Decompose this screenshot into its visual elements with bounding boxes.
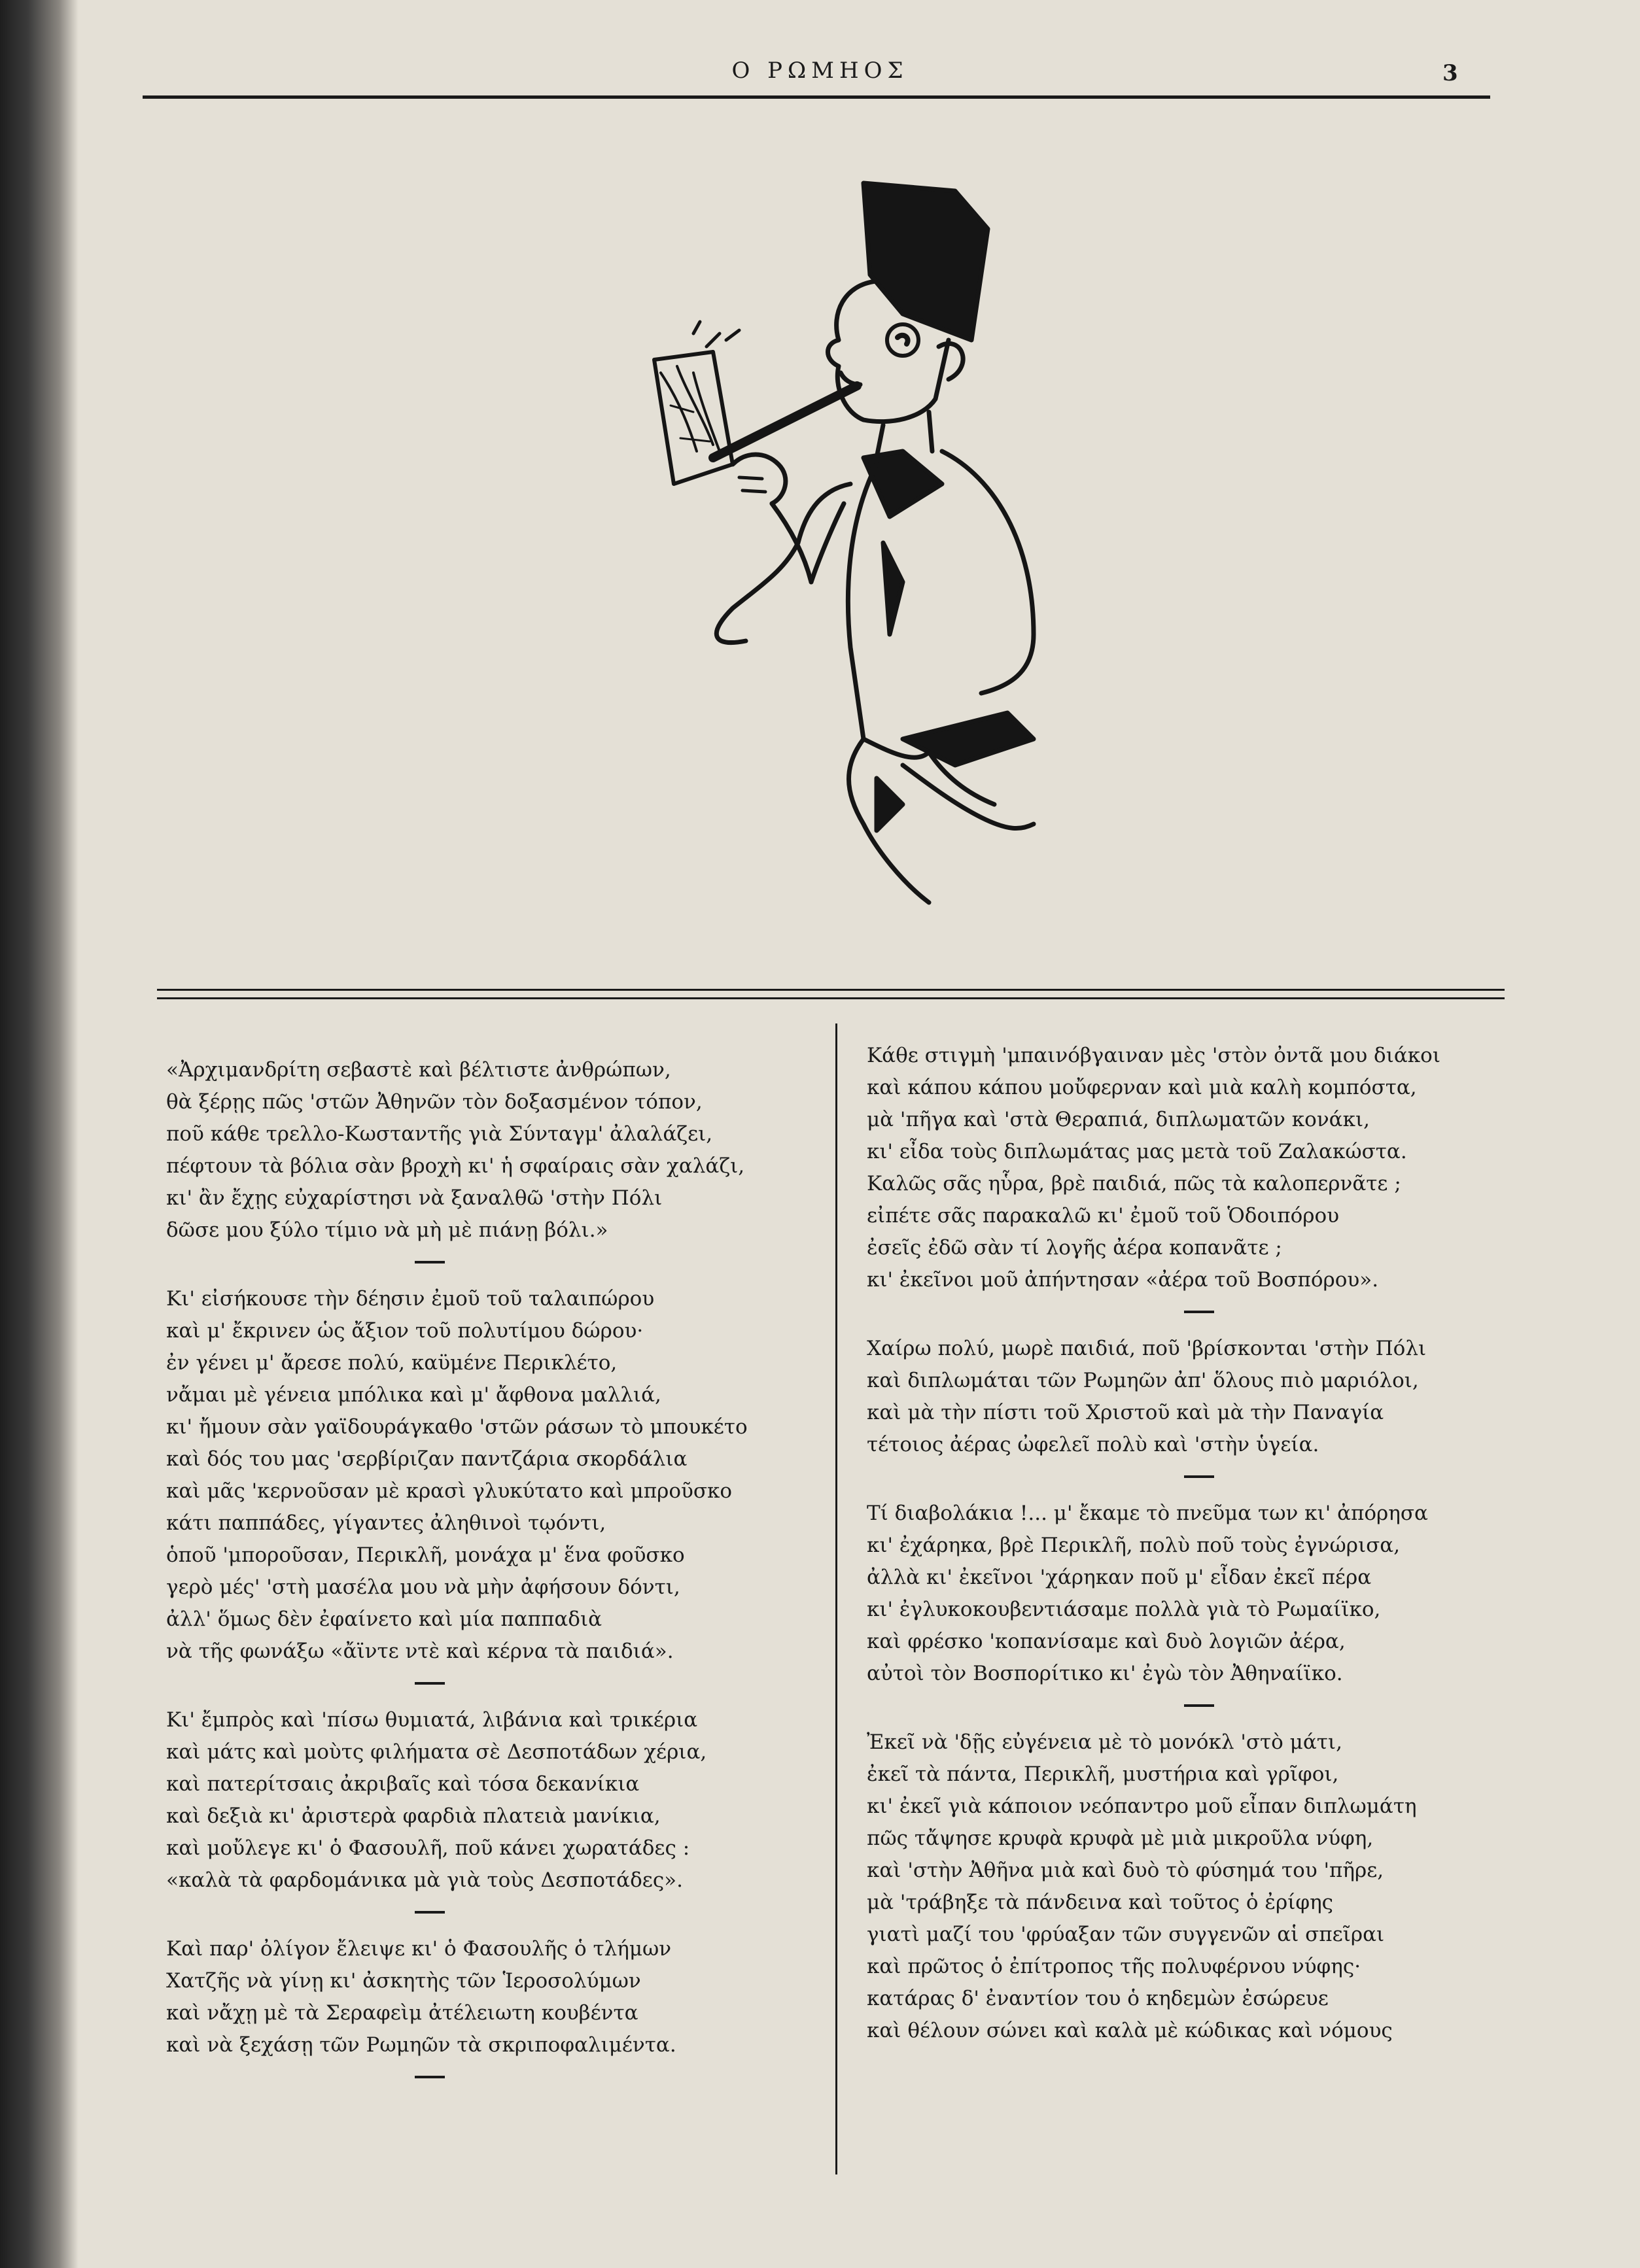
poem-line: κι' ἤμουν σὰν γαϊδουράγκαθο 'στῶν ράσων τὸ μπουκέτο xyxy=(166,1415,748,1439)
poem-line: μὰ 'τράβηξε τὰ πάνδεινα καὶ τοῦτος ὁ ἐρίφης xyxy=(867,1891,1334,1914)
header-rule xyxy=(143,95,1490,99)
poem-line: γερὸ μές' 'στὴ μασέλα μου νὰ μὴν ἀφήσουν δόντι, xyxy=(166,1575,680,1599)
binding-shadow xyxy=(0,0,79,2268)
poem-line: ἐκεῖ τὰ πάντα, Περικλῆ, μυστήρια καὶ γρῖφοι, xyxy=(867,1762,1339,1786)
section-double-rule xyxy=(157,989,1505,999)
poem-stanza xyxy=(867,1727,1440,2047)
poem-line: καὶ φρέσκο 'κοπανίσαμε καὶ δυὸ λογιῶν ἀέρα, xyxy=(867,1630,1346,1653)
poem-line: καὶ νἄχῃ μὲ τὰ Σεραφεὶμ ἀτέλειωτη κουβέντα xyxy=(166,2001,638,2025)
poem-line: ἐν γένει μ' ἄρεσε πολύ, καϋμένε Περικλέτο, xyxy=(166,1351,618,1375)
poem-line: καὶ μ' ἔκρινεν ὡς ἄξιον τοῦ πολυτίμου δώρου· xyxy=(166,1319,644,1343)
poem-line: κι' ἐκεῖ γιὰ κάποιον νεόπαντρο μοῦ εἶπαν διπλωμάτη xyxy=(867,1795,1417,1818)
poem-line: γιατὶ μαζί του 'φρύαξαν τῶν συγγενῶν αἱ σπεῖραι xyxy=(867,1923,1385,1946)
man-smoking-pipe-illustration xyxy=(536,177,1125,935)
poem-line: «Ἀρχιμανδρίτη σεβαστὲ καὶ βέλτιστε ἀνθρώπων, xyxy=(166,1058,671,1082)
poem-line: Κι' εἰσήκουσε τὴν δέησιν ἐμοῦ τοῦ ταλαιπώρου xyxy=(166,1287,655,1311)
poem-line: ἐσεῖς ἐδῶ σὰν τί λογῆς ἀέρα κοπανᾶτε ; xyxy=(867,1236,1282,1260)
stanza-separator xyxy=(415,1682,445,1685)
poem-line: καὶ νὰ ξεχάσῃ τῶν Ρωμηῶν τὰ σκριποφαλιμέντα. xyxy=(166,2033,676,2057)
poem-line: καὶ δεξιὰ κι' ἀριστερὰ φαρδιὰ πλατειὰ μανίκια, xyxy=(166,1804,661,1828)
poem-line: καὶ μάτς καὶ μοὺτς φιλήματα σὲ Δεσποτάδων χέρια, xyxy=(166,1740,707,1764)
poem-line: Τί διαβολάκια !... μ' ἔκαμε τὸ πνεῦμα των κι' ἀπόρησα xyxy=(867,1502,1428,1525)
poem-line: Καλῶς σᾶς ηὗρα, βρὲ παιδιά, πῶς τὰ καλοπερνᾶτε ; xyxy=(867,1172,1401,1195)
stanza-separator xyxy=(1184,1475,1214,1478)
poem-line: Κάθε στιγμὴ 'μπαινόβγαιναν μὲς 'στὸν ὀντᾶ μου διάκοι xyxy=(867,1044,1440,1067)
poem-stanza xyxy=(867,1498,1440,1690)
poem-line: ὁποῦ 'μποροῦσαν, Περικλῆ, μονάχα μ' ἕνα φοῦσκο xyxy=(166,1543,685,1567)
poem-line: καὶ διπλωμάται τῶν Ρωμηῶν ἀπ' ὅλους πιὸ μαριόλοι, xyxy=(867,1369,1419,1392)
poem-line: καὶ πρῶτος ὁ ἐπίτροπος τῆς πολυφέρνου νύφης· xyxy=(867,1955,1361,1978)
stanza-separator xyxy=(415,2076,445,2078)
left-column xyxy=(166,1054,748,2098)
poem-line: θὰ ξέρῃς πῶς 'στῶν Ἀθηνῶν τὸν δοξασμένον τόπον, xyxy=(166,1090,703,1114)
poem-line: καὶ μοὔλεγε κι' ὁ Φασουλῆ, ποῦ κάνει χωρατάδες : xyxy=(166,1836,690,1860)
poem-line: κι' ἐγλυκοκουβεντιάσαμε πολλὰ γιὰ τὸ Ρωμαίϊκο, xyxy=(867,1598,1381,1621)
poem-stanza xyxy=(166,1283,748,1668)
poem-line: καὶ δός του μας 'σερβίριζαν παντζάρια σκορδάλια xyxy=(166,1447,688,1471)
poem-line: νὰ τῆς φωνάξω «ἄϊντε ντὲ καὶ κέρνα τὰ παιδιά». xyxy=(166,1640,674,1663)
running-title: Ο ΡΩΜΗΟΣ xyxy=(731,58,909,84)
poem-stanza xyxy=(166,1054,748,1246)
poem-stanza xyxy=(166,1933,748,2061)
poem-line: Κι' ἔμπρὸς καὶ 'πίσω θυμιατά, λιβάνια καὶ τρικέρια xyxy=(166,1708,698,1732)
poem-line: Χατζῆς νὰ γίνῃ κι' ἀσκητὴς τῶν Ἱεροσολύμων xyxy=(166,1969,641,1993)
poem-line: ποῦ κάθε τρελλο-Κωσταντῆς γιὰ Σύνταγμ' ἀλαλάζει, xyxy=(166,1122,713,1146)
poem-line: νἄμαι μὲ γένεια μπόλικα καὶ μ' ἄφθονα μαλλιά, xyxy=(166,1383,661,1407)
stanza-separator xyxy=(415,1261,445,1263)
poem-stanza xyxy=(166,1704,748,1897)
page-number: 3 xyxy=(1442,60,1458,86)
poem-stanza xyxy=(867,1040,1440,1296)
poem-line: εἰπέτε σᾶς παρακαλῶ κι' ἐμοῦ τοῦ Ὁδοιπόρου xyxy=(867,1204,1340,1228)
poem-line: κι' ἐκεῖνοι μοῦ ἀπήντησαν «ἀέρα τοῦ Βοσπόρου». xyxy=(867,1268,1379,1292)
right-column xyxy=(867,1040,1440,2047)
stanza-separator xyxy=(1184,1311,1214,1313)
poem-line: Καὶ παρ' ὀλίγον ἔλειψε κι' ὁ Φασουλῆς ὁ τλήμων xyxy=(166,1937,672,1961)
poem-line: κάτι παππάδες, γίγαντες ἀληθινοὶ τῳόντι, xyxy=(166,1511,606,1535)
poem-line: καὶ 'στὴν Ἀθῆνα μιὰ καὶ δυὸ τὸ φύσημά του 'πῆρε, xyxy=(867,1859,1384,1882)
poem-line: μὰ 'πῆγα καὶ 'στὰ Θεραπιά, διπλωματῶν κονάκι, xyxy=(867,1108,1370,1131)
stanza-separator xyxy=(1184,1704,1214,1707)
column-divider xyxy=(835,1023,837,2174)
poem-line: τέτοιος ἀέρας ὠφελεῖ πολὺ καὶ 'στὴν ὑγεία. xyxy=(867,1433,1319,1456)
poem-stanza xyxy=(867,1333,1440,1461)
poem-line: καὶ κάπου κάπου μοὔφερναν καὶ μιὰ καλὴ κομπόστα, xyxy=(867,1076,1417,1099)
poem-line: πέφτουν τὰ βόλια σὰν βροχὴ κι' ἡ σφαίραις σὰν χαλάζι, xyxy=(166,1154,745,1178)
poem-line: κι' ἐχάρηκα, βρὲ Περικλῆ, πολὺ ποῦ τοὺς ἐγνώρισα, xyxy=(867,1534,1401,1557)
poem-line: κατάρας δ' ἐναντίον του ὁ κηδεμὼν ἐσώρευε xyxy=(867,1987,1329,2010)
poem-line: κι' ἂν ἔχῃς εὐχαρίστησι νὰ ξαναλθῶ 'στὴν Πόλι xyxy=(166,1186,663,1210)
poem-line: «καλὰ τὰ φαρδομάνικα μὰ γιὰ τοὺς Δεσποτάδες». xyxy=(166,1868,684,1892)
poem-line: Ἐκεῖ νὰ 'δῇς εὐγένεια μὲ τὸ μονόκλ 'στὸ μάτι, xyxy=(867,1730,1342,1754)
poem-line: καὶ θέλουν σώνει καὶ καλὰ μὲ κώδικας καὶ νόμους xyxy=(867,2019,1393,2042)
poem-line: καὶ μᾶς 'κερνοῦσαν μὲ κρασὶ γλυκύτατο καὶ μπροῦσκο xyxy=(166,1479,733,1503)
poem-line: Χαίρω πολύ, μωρὲ παιδιά, ποῦ 'βρίσκονται 'στὴν Πόλι xyxy=(867,1337,1427,1360)
stanza-separator xyxy=(415,1911,445,1914)
poem-line: κι' εἶδα τοὺς διπλωμάτας μας μετὰ τοῦ Ζαλακώστα. xyxy=(867,1140,1407,1163)
poem-line: ἀλλ' ὅμως δὲν ἐφαίνετο καὶ μία παππαδιὰ xyxy=(166,1607,602,1631)
poem-line: δῶσε μου ξύλο τίμιο νὰ μὴ μὲ πιάνῃ βόλι.» xyxy=(166,1218,608,1242)
poem-line: αὐτοὶ τὸν Βοσπορίτικο κι' ἐγὼ τὸν Ἀθηναίϊκο. xyxy=(867,1662,1343,1685)
poem-line: πῶς τἄψησε κρυφὰ κρυφὰ μὲ μιὰ μικροῦλα νύφη, xyxy=(867,1827,1374,1850)
poem-line: ἀλλὰ κι' ἐκεῖνοι 'χάρηκαν ποῦ μ' εἶδαν ἐκεῖ πέρα xyxy=(867,1566,1372,1589)
poem-line: καὶ μὰ τὴν πίστι τοῦ Χριστοῦ καὶ μὰ τὴν Παναγία xyxy=(867,1401,1384,1424)
poem-line: καὶ πατερίτσαις ἀκριβαῖς καὶ τόσα δεκανίκια xyxy=(166,1772,640,1796)
